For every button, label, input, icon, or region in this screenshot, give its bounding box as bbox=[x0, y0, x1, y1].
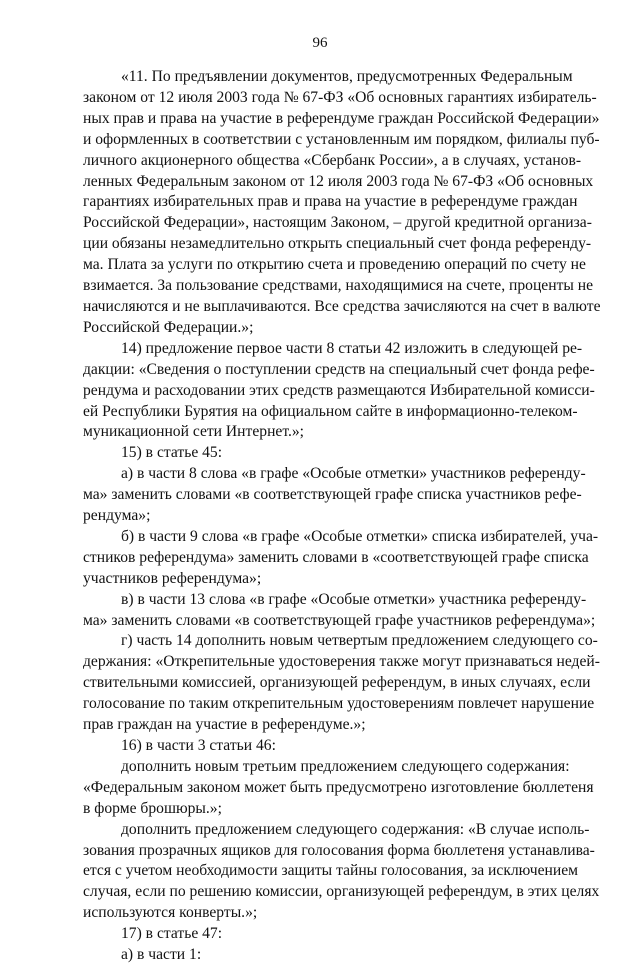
text-line: ется с учетом необходимости защиты тайны голосования, за исключением bbox=[83, 862, 578, 880]
page-number: 96 bbox=[312, 35, 328, 51]
text-line: 16) в части 3 статьи 46: bbox=[121, 737, 276, 754]
text-line: зования прозрачных ящиков для голосования форма бюллетеня устанавлива- bbox=[83, 841, 595, 859]
text-line: взимается. За пользование средствами, находящимися на счете, проценты не bbox=[83, 277, 594, 295]
text-line: а) в части 8 слова «в графе «Особые отметки» участников референду- bbox=[121, 465, 586, 483]
text-line: гарантиях избирательных прав и права на участие в референдуме граждан bbox=[83, 193, 578, 211]
text-line: муникационной сети Интернет.»; bbox=[83, 423, 304, 441]
text-line: личного акционерного общества «Сбербанк России», а в случаях, установ- bbox=[83, 151, 582, 169]
text-line: дополнить предложением следующего содержания: «В случае исполь- bbox=[121, 820, 590, 838]
text-line: рендума»; bbox=[83, 507, 151, 525]
text-line: 14) предложение первое части 8 статьи 42 изложить в следующей ре- bbox=[121, 339, 583, 357]
text-line: ленных Федеральным законом от 12 июля 2003 года № 67-ФЗ «Об основных bbox=[83, 172, 594, 190]
text-line: используются конверты.»; bbox=[83, 904, 258, 922]
text-line: ма. Плата за услуги по открытию счета и проведению операций по счету не bbox=[83, 256, 586, 274]
document-body bbox=[83, 67, 601, 966]
text-line: 17) в статье 47: bbox=[121, 925, 223, 943]
text-line: дакции: «Сведения о поступлении средств на специальный счет фонда рефе- bbox=[83, 360, 595, 378]
text-line: стников референдума» заменить словами в «соответствующей графе списка bbox=[83, 548, 589, 566]
text-line: в форме брошюры.»; bbox=[83, 799, 222, 817]
text-line: Российской Федерации», настоящим Законом, – другой кредитной организа- bbox=[83, 214, 592, 232]
text-line: случая, если по решению комиссии, организующей референдум, в этих целях bbox=[83, 883, 600, 901]
text-line: начисляются и не выплачиваются. Все средства зачисляются на счет в валюте bbox=[83, 297, 601, 315]
text-line: ей Республики Бурятия на официальном сайте в информационно-телеком- bbox=[83, 402, 578, 420]
text-line: б) в части 9 слова «в графе «Особые отметки» списка избирателей, уча- bbox=[121, 527, 599, 545]
text-line: ции обязаны незамедлительно открыть специальный счет фонда референду- bbox=[83, 235, 592, 253]
text-line: «Федеральным законом может быть предусмотрено изготовление бюллетеня bbox=[83, 778, 594, 796]
text-line: участников референдума»; bbox=[83, 569, 262, 587]
text-line: Российской Федерации.»; bbox=[83, 318, 254, 336]
text-line: 15) в статье 45: bbox=[121, 444, 223, 462]
text-line: ма» заменить словами «в соответствующей графе участников референдума»; bbox=[83, 611, 596, 629]
text-line: дополнить новым третьим предложением следующего содержания: bbox=[121, 757, 570, 775]
text-line: прав граждан на участие в референдуме.»; bbox=[83, 716, 366, 734]
text-line: ма» заменить словами «в соответствующей графе списка участников рефе- bbox=[83, 486, 582, 504]
text-line: голосование по таким открепительным удостоверениям повлечет нарушение bbox=[83, 695, 595, 713]
text-line: законом от 12 июля 2003 года № 67-ФЗ «Об основных гарантиях избиратель- bbox=[83, 88, 597, 106]
text-line: и оформленных в соответствии с установленным им порядком, филиалы пуб- bbox=[83, 130, 600, 148]
text-line: ных прав и права на участие в референдуме граждан Российской Федерации» bbox=[83, 109, 600, 127]
text-line: рендума и расходовании этих средств размещаются Избирательной комисси- bbox=[83, 381, 595, 399]
text-line: г) часть 14 дополнить новым четвертым предложением следующего со- bbox=[121, 632, 598, 650]
text-line: ствительными комиссией, организующей референдум, в иных случаях, если bbox=[83, 674, 591, 692]
text-line: а) в части 1: bbox=[121, 946, 202, 964]
text-line: в) в части 13 слова «в графе «Особые отметки» участника референду- bbox=[121, 590, 587, 608]
text-line: «11. По предъявлении документов, предусмотренных Федеральным bbox=[121, 68, 573, 85]
text-line: держания: «Открепительные удостоверения также могут признаваться недей- bbox=[83, 653, 600, 671]
